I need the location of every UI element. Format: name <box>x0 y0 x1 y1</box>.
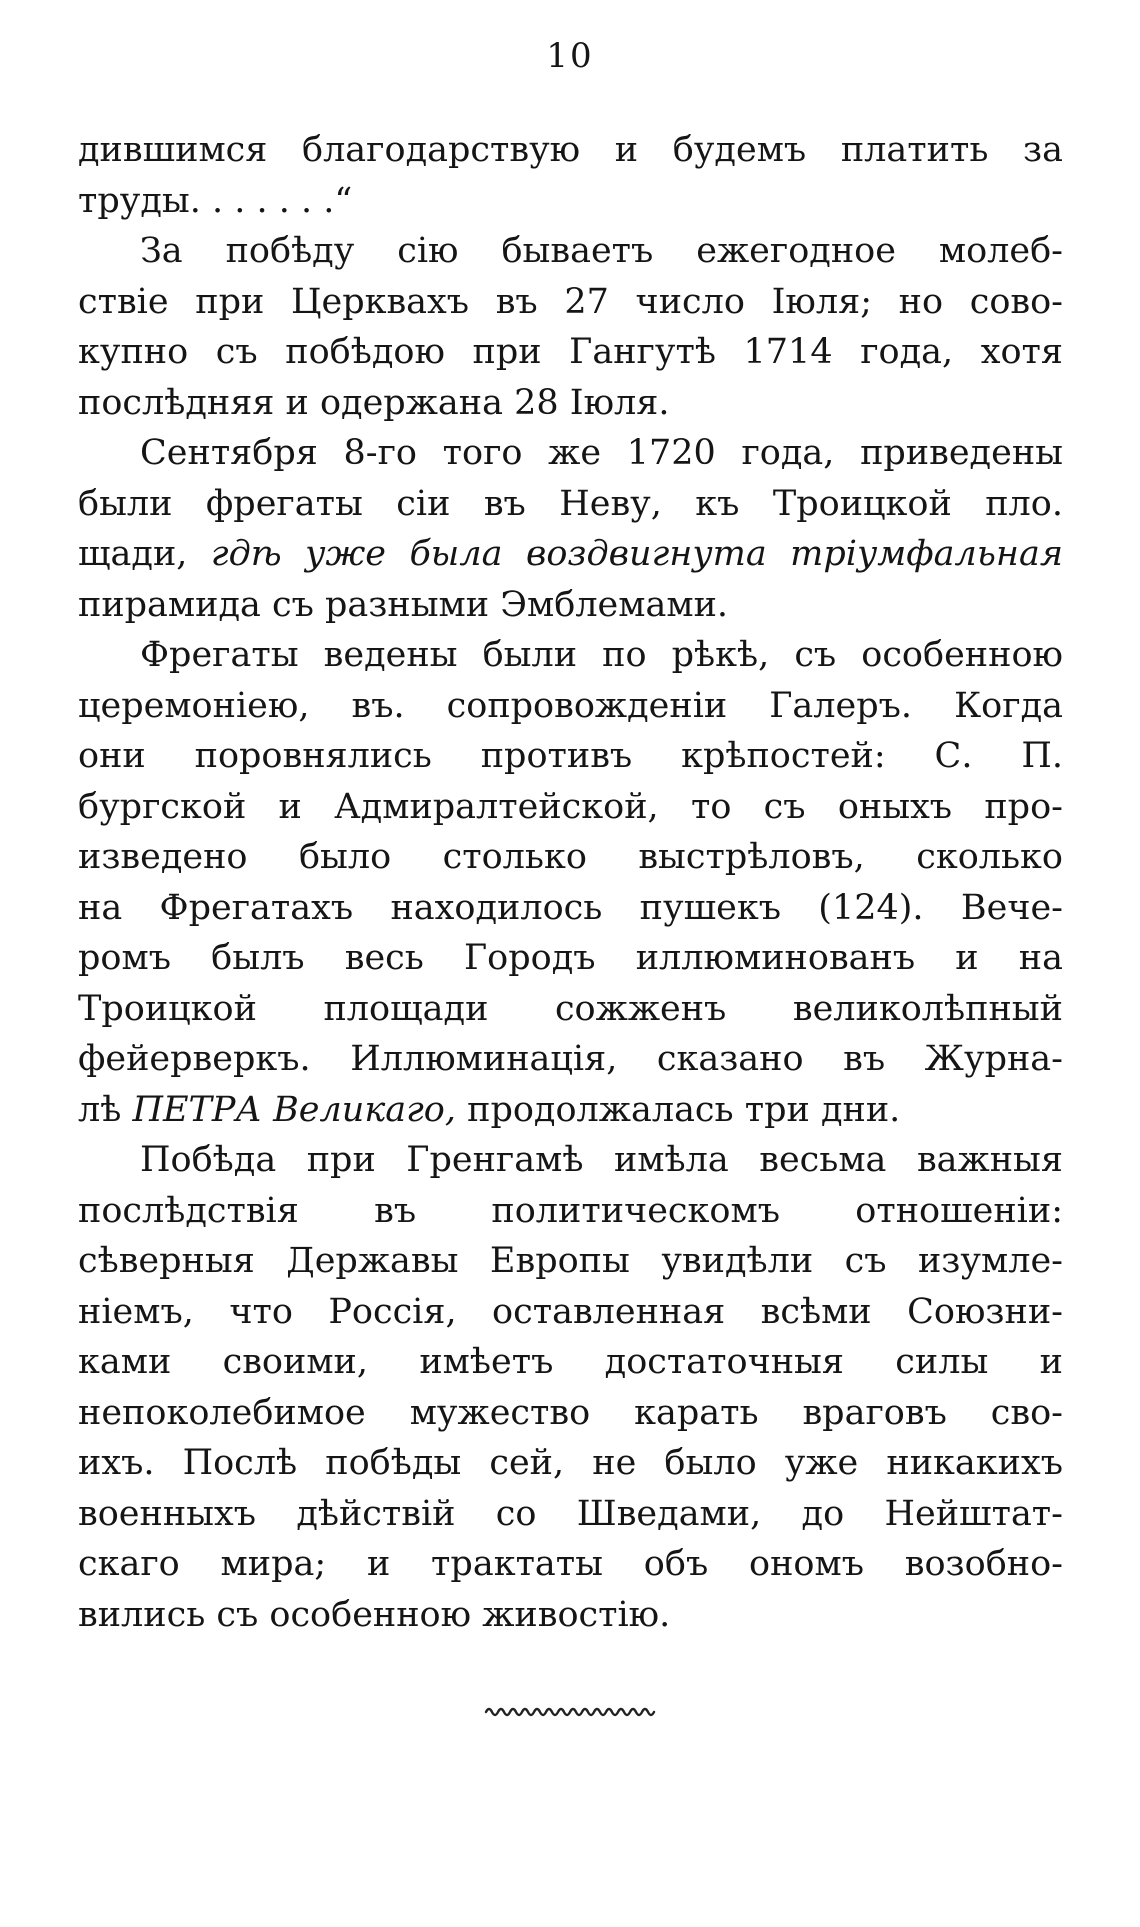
page-number: 10 <box>546 36 594 76</box>
text-line: ками своими, имѣетъ достаточныя силы и <box>78 1342 1063 1382</box>
text-line: ихъ. Послѣ побѣды сей, не было уже никакихъ <box>78 1443 1063 1483</box>
italic-text-run: ПЕТРА Великаго, <box>132 1089 456 1130</box>
text-line: купно съ побѣдою при Гангутѣ 1714 года, хотя <box>78 332 1063 372</box>
text-line: изведено было столько выстрѣловъ, сколько <box>78 837 1063 877</box>
text-line: пирамида съ разными Эмблемами. <box>78 584 729 625</box>
text-line: скаго мира; и трактаты объ ономъ возобно- <box>78 1544 1063 1584</box>
text-line: За побѣду сію бываетъ ежегодное молеб- <box>140 231 1063 271</box>
text-line: труды. . . . . . .“ <box>78 180 353 221</box>
text-line: непоколебимое мужество карать враговъ сво- <box>78 1392 1063 1433</box>
text-line: сѣверныя Державы Европы увидѣли съ изумле- <box>78 1241 1063 1281</box>
text-run: щади, <box>78 534 211 574</box>
text-line: фейерверкъ. Иллюминація, сказано въ Журна- <box>78 1039 1063 1079</box>
text-line: ніемъ, что Россія, оставленная всѣми Союзни- <box>78 1291 1063 1332</box>
text-line: Троицкой площади сожженъ великолѣпный <box>78 988 1063 1029</box>
text-line: Фрегаты ведены были по рѣкѣ, съ особенною <box>140 635 1063 675</box>
ornament-divider <box>0 1700 1140 1728</box>
text-line: военныхъ дѣйствій со Шведами, до Нейштат- <box>78 1493 1063 1534</box>
text-line: были фрегаты сіи въ Неву, къ Троицкой пло. <box>78 483 1063 524</box>
text-line: Сентября 8-го того же 1720 года, приведены <box>140 433 1063 473</box>
text-line <box>78 529 1063 580</box>
text-run: лѣ <box>78 1089 133 1130</box>
text-line: послѣдняя и одержана 28 Іюля. <box>78 382 670 423</box>
text-line: дившимся благодарствую и будемъ платить за <box>78 130 1063 170</box>
text-line: ромъ былъ весь Городъ иллюминованъ и на <box>78 938 1063 978</box>
body-text <box>78 125 1063 1640</box>
italic-text-run: гдѣ уже была воздвигнута тріумфальная <box>210 534 1063 574</box>
text-line: на Фрегатахъ находилось пушекъ (124). Вече- <box>78 887 1063 928</box>
wavy-rule-ornament-icon <box>480 1700 660 1724</box>
text-line: Побѣда при Гренгамѣ имѣла весьма важныя <box>140 1140 1063 1180</box>
text-line: вились съ особенною живостію. <box>78 1594 671 1635</box>
text-line: они поровнялись противъ крѣпостей: С. П. <box>78 736 1063 776</box>
text-run: продолжалась три дни. <box>455 1089 901 1130</box>
text-line: церемоніею, въ. сопровожденіи Галеръ. Когда <box>78 685 1063 726</box>
text-line <box>78 1085 1063 1136</box>
text-line: ствіе при Церквахъ въ 27 число Іюля; но сово- <box>78 281 1063 322</box>
text-line: послѣдствія въ политическомъ отношеніи: <box>78 1190 1063 1231</box>
text-line: бургской и Адмиралтейской, то съ оныхъ про- <box>78 786 1063 827</box>
